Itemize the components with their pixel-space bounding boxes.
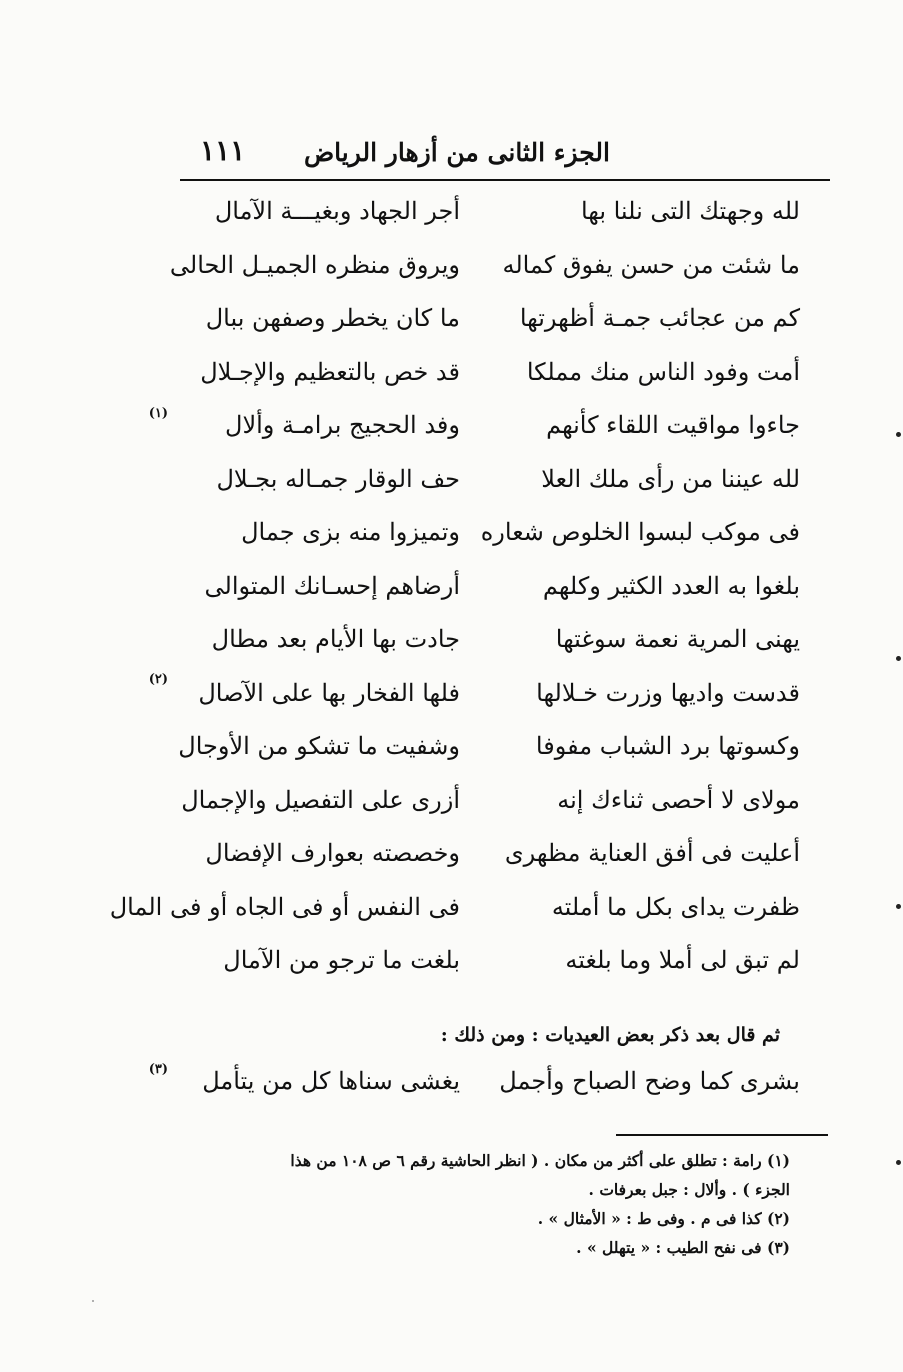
verse-first-hemistich: بلغوا به العدد الكثير وكلهم [542, 571, 800, 600]
verse-row [140, 293, 800, 347]
margin-speck [896, 904, 901, 909]
verse-row [140, 561, 800, 615]
footnote-number: (٣) [766, 1238, 790, 1257]
footnote-text: فى نفح الطيب : « يتهلل » . [576, 1238, 762, 1257]
verse-second-hemistich: جادت بها الأيام بعد مطال [211, 625, 460, 653]
verse-row [140, 721, 800, 775]
verse-second-hemistich: وشفيت ما تشكو من الأوجال [178, 732, 460, 760]
footnote-marker: (٢) [148, 671, 168, 687]
paper-speck [92, 1300, 94, 1302]
verse-first-hemistich: ما شئت من حسن يفوق كماله [502, 250, 800, 279]
header-rule [180, 179, 830, 181]
verse-first-hemistich: قدست واديها وزرت خـلالها [536, 678, 800, 707]
verse-second-hemistich: أزرى على التفصيل والإجمال [181, 785, 460, 814]
verse-first-hemistich: لله وجهتك التى نلنا بها [580, 197, 800, 225]
verse-row [140, 240, 800, 294]
verse-second-hemistich: ويروق منظره الجميـل الحالى [169, 250, 460, 279]
footnote [150, 1204, 790, 1233]
verse-first-hemistich: يهنى المرية نعمة سوغتها [555, 625, 800, 653]
verse-row [140, 668, 800, 722]
margin-speck [896, 432, 901, 437]
verse-first-hemistich: لم تبق لى أملا وما بلغته [565, 946, 800, 974]
verse-second-hemistich: فلها الفخار بها على الآصال [198, 678, 460, 707]
verse-row [140, 454, 800, 508]
margin-speck [896, 656, 901, 661]
footnote-rule [616, 1134, 828, 1136]
footnote-number: (٢) [766, 1209, 790, 1228]
footnote-text: رامة : تطلق على أكثر من مكان . ( انظر الحاشية رقم ٦ ص ١٠٨ من هذا [290, 1151, 762, 1170]
verse-first-hemistich: أمت وفود الناس منك مملكا [526, 357, 800, 386]
footnote-text: الجزء ) . وألال : جبل بعرفات . [588, 1180, 790, 1199]
verse-first-hemistich: لله عيننا من رأى ملك العلا [541, 464, 800, 493]
verse-first-hemistich: بشرى كما وضح الصباح وأجمل [499, 1067, 800, 1095]
verse-second-hemistich: أجر الجهاد وبغيـــة الآمال [214, 197, 460, 225]
verse-second-hemistich: ما كان يخطر وصفهن ببال [205, 304, 460, 332]
intro-line: ثم قال بعد ذكر بعض العيديات : ومن ذلك : [440, 1024, 780, 1046]
footnote [150, 1146, 790, 1175]
verse-first-hemistich: مولاى لا أحصى ثناءك إنه [557, 785, 800, 814]
verse-second-hemistich: أرضاهم إحسـانك المتوالى [204, 571, 460, 600]
verse-row [140, 186, 800, 240]
footnote-marker: (١) [148, 406, 168, 421]
page-number: ١١١ [200, 134, 246, 167]
verse-row [140, 614, 800, 668]
verse-row [140, 347, 800, 401]
footnote-text: كذا فى م . وفى ط : « الأمثال » . [537, 1209, 762, 1228]
verse-row [140, 828, 800, 882]
verse-second-hemistich: حف الوقار جمـاله بجـلال [216, 464, 460, 493]
footnotes [150, 1146, 790, 1262]
verse-row [140, 507, 800, 561]
verse-first-hemistich: ظفرت يداى بكل ما أملته [551, 892, 800, 921]
verse-second-hemistich: وخصصته بعوارف الإفضال [205, 839, 460, 867]
poem-verses [109, 186, 800, 989]
verse-second-hemistich: وتميزوا منه بزى جمال [241, 518, 460, 546]
verse-row [109, 882, 800, 936]
footnote-marker: (٣) [148, 1062, 168, 1077]
verse-second-hemistich: يغشى سناها كل من يتأمل [202, 1067, 460, 1095]
verse-second-hemistich: بلغت ما ترجو من الآمال [223, 946, 460, 974]
footnote-number: (١) [766, 1151, 790, 1170]
verse-first-hemistich: فى موكب لبسوا الخلوص شعاره [480, 518, 800, 546]
footnote [150, 1233, 790, 1262]
verse-second-hemistich: فى النفس أو فى الجاه أو فى المال [109, 892, 460, 921]
running-header: الجزء الثانى من أزهار الرياض [303, 138, 610, 167]
footnote-continuation [150, 1175, 790, 1204]
verse-second-hemistich: وفد الحجيج برامـة وألال [225, 411, 460, 439]
verse-first-hemistich: جاءوا مواقيت اللقاء كأنهم [546, 411, 800, 439]
margin-speck [896, 1160, 901, 1165]
verse-first-hemistich: أعليت فى أفق العناية مظهرى [504, 839, 800, 867]
verse-first-hemistich: وكسوتها برد الشباب مفوفا [535, 732, 800, 760]
verse-second-hemistich: قد خص بالتعظيم والإجـلال [200, 357, 460, 386]
verse-row [140, 775, 800, 829]
verse-first-hemistich: كم من عجائب جمـة أظهرتها [519, 304, 800, 332]
verse-row [140, 400, 800, 454]
verse-row [140, 935, 800, 989]
verse-row [140, 1064, 800, 1114]
